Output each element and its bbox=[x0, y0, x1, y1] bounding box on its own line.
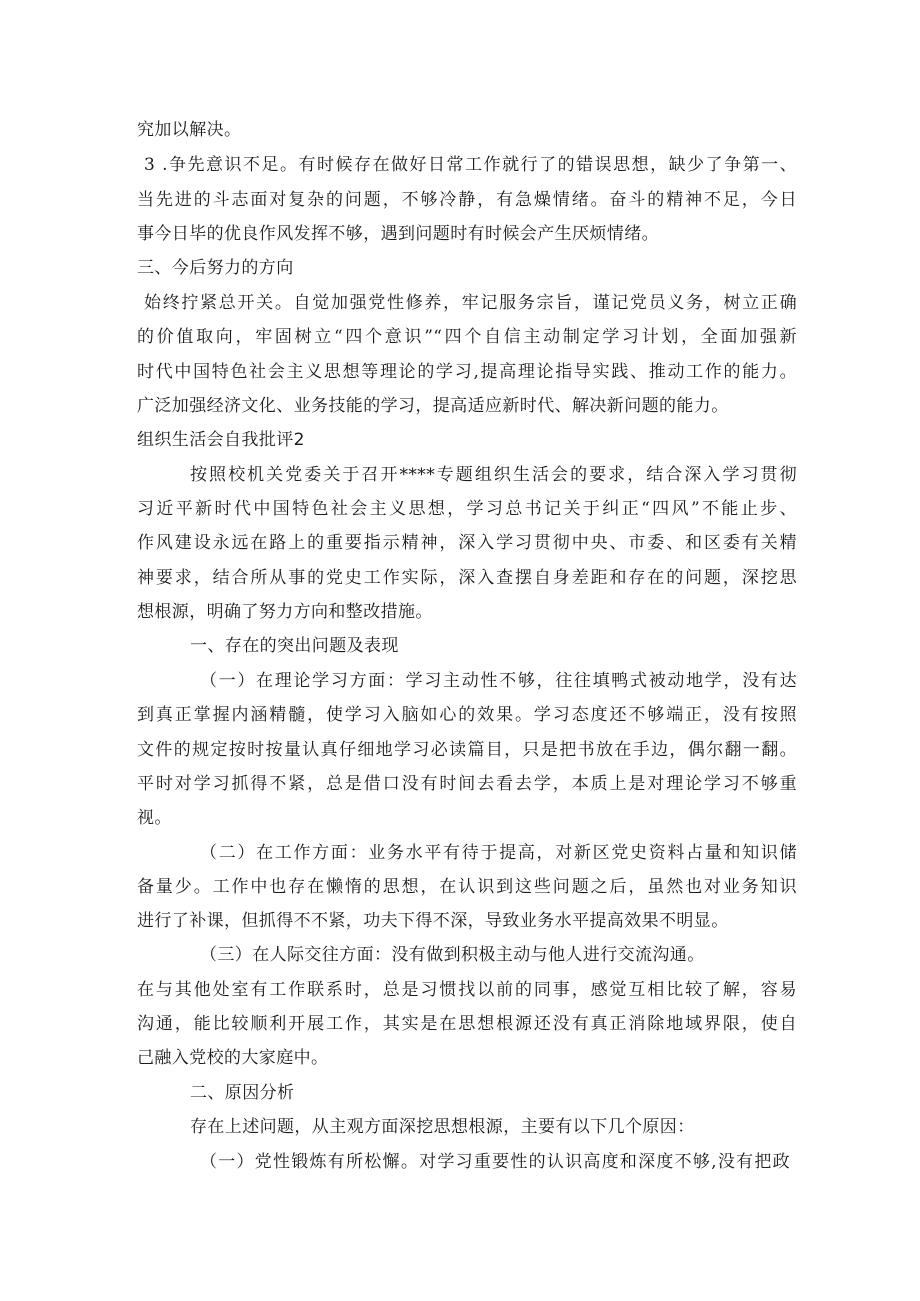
text-line-28: 己融入党校的大家庭中。 bbox=[137, 1048, 329, 1068]
text-line-18: 到真正掌握内涵精髓，使学习入脑如心的效果。学习态度还不够端正，没有按照 bbox=[137, 705, 797, 725]
text-line-27: 沟通，能比较顺利开展工作，其实是在思想根源还没有真正消除地域界限，使自 bbox=[137, 1014, 797, 1034]
text-line-23: 备量少。工作中也存在懒惰的思想，在认识到这些问题之后，虽然也对业务知识 bbox=[137, 877, 797, 897]
text-line-17: （一）在理论学习方面：学习主动性不够，往往填鸭式被动地学，没有达 bbox=[200, 671, 797, 691]
text-line-22: （二）在工作方面：业务水平有待于提高，对新区党史资料占量和知识储 bbox=[200, 843, 797, 863]
text-line-30: 存在上述问题，从主观方面深挖思想根源，主要有以下几个原因： bbox=[190, 1117, 695, 1137]
text-line-9: 广泛加强经济文化、业务技能的学习，提高适应新时代、解决新问题的能力。 bbox=[137, 396, 729, 416]
text-line-11: 按照校机关党委关于召开****专题组织生活会的要求，结合深入学习贯彻 bbox=[190, 465, 797, 485]
text-line-15: 想根源，明确了努力方向和整改措施。 bbox=[137, 602, 433, 622]
section-heading-causes: 二、原因分析 bbox=[190, 1083, 295, 1103]
text-line-13: 作风建设永远在路上的重要指示精神，深入学习贯彻中央、市委、和区委有关精 bbox=[137, 533, 797, 553]
text-line-12: 习近平新时代中国特色社会主义思想，学习总书记关于纠正“四风”不能止步、 bbox=[137, 499, 797, 519]
text-line-25: （三）在人际交往方面：没有做到积极主动与他人进行交流沟通。 bbox=[200, 945, 705, 965]
text-line-19: 文件的规定按时按量认真仔细地学习必读篇目，只是把书放在手边，偶尔翻一翻。 bbox=[137, 740, 797, 760]
text-line-20: 平时对学习抓得不紧，总是借口没有时间去看去学，本质上是对理论学习不够重 bbox=[137, 774, 797, 794]
text-line-8: 时代中国特色社会主义思想等理论的学习,提高理论指导实践、推动工作的能力。 bbox=[137, 362, 797, 382]
text-line-21: 视。 bbox=[137, 808, 172, 828]
text-line-1: 究加以解决。 bbox=[137, 120, 242, 140]
text-line-14: 神要求，结合所从事的党史工作实际，深入查摆自身差距和存在的问题，深挖思 bbox=[137, 568, 797, 588]
text-line-26: 在与其他处室有工作联系时，总是习惯找以前的同事，感觉互相比较了解，容易 bbox=[137, 980, 797, 1000]
section-heading-future: 三、今后努力的方向 bbox=[137, 258, 294, 278]
text-line-4: 事今日毕的优良作风发挥不够，遇到问题时有时候会产生厌烦情绪。 bbox=[137, 224, 659, 244]
text-line-24: 进行了补课，但抓得不不紧，功夫下得不深，导致业务水平提高效果不明显。 bbox=[137, 911, 729, 931]
text-line-3: 当先进的斗志面对复杂的问题，不够冷静，有急燥情绪。奋斗的精神不足，今日 bbox=[137, 190, 797, 210]
document-subtitle: 组织生活会自我批评2 bbox=[137, 430, 305, 450]
text-line-7: 的价值取向，牢固树立“四个意识”“四个自信主动制定学习计划，全面加强新 bbox=[137, 327, 797, 347]
text-line-2: 3 .争先意识不足。有时候存在做好日常工作就行了的错误思想，缺少了争第一、 bbox=[144, 155, 797, 175]
text-line-31: （一）党性锻炼有所松懈。对学习重要性的认识高度和深度不够,没有把政 bbox=[200, 1152, 790, 1172]
section-heading-problems: 一、存在的突出问题及表现 bbox=[190, 636, 399, 656]
text-line-6: 始终拧紧总开关。自觉加强党性修养，牢记服务宗旨，谨记党员义务，树立正确 bbox=[144, 293, 797, 313]
